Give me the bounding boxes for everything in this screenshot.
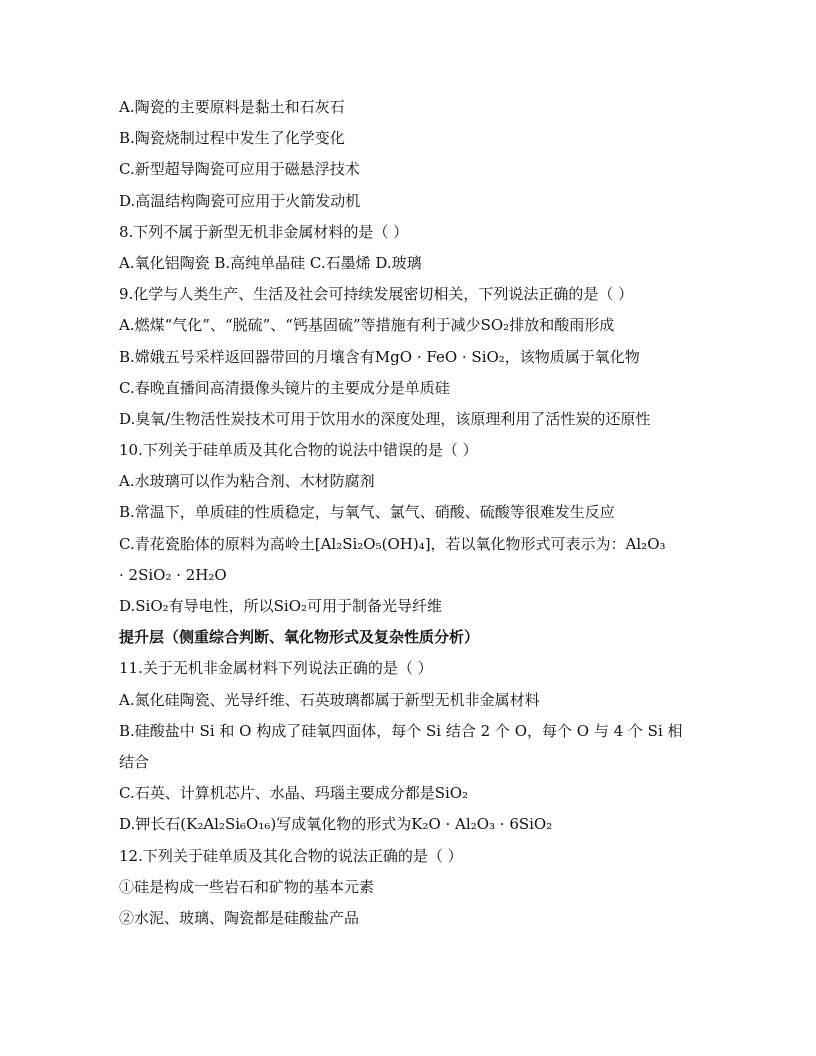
q7-option-b: B.陶瓷烧制过程中发生了化学变化 <box>119 129 345 148</box>
q9-option-c: C.春晚直播间高清摄像头镜片的主要成分是单质硅 <box>119 378 450 397</box>
q8-stem: 8.下列不属于新型无机非金属材料的是（ ） <box>119 222 409 241</box>
q7-option-c: C.新型超导陶瓷可应用于磁悬浮技术 <box>119 160 360 179</box>
q9-option-d: D.臭氧/生物活性炭技术可用于饮用水的深度处理，该原理利用了活性炭的还原性 <box>119 409 651 428</box>
q10-option-b: B.常温下，单质硅的性质稳定，与氧气、氯气、硝酸、硫酸等很难发生反应 <box>119 503 615 522</box>
q11-option-b-continued: 结合 <box>119 752 150 771</box>
q9-option-a: A.燃煤“气化”、“脱硫”、“钙基固硫”等措施有利于减少SO₂排放和酸雨形成 <box>119 316 615 335</box>
q8-options: A.氧化铝陶瓷 B.高纯单晶硅 C.石墨烯 D.玻璃 <box>119 253 422 272</box>
question-text <box>119 92 699 934</box>
q10-option-d: D.SiO₂有导电性，所以SiO₂可用于制备光导纤维 <box>119 597 443 615</box>
q7-option-a: A.陶瓷的主要原料是黏土和石灰石 <box>119 98 345 116</box>
q7-option-d: D.高温结构陶瓷可应用于火箭发动机 <box>119 191 361 210</box>
section-heading: 提升层（侧重综合判断、氧化物形式及复杂性质分析） <box>119 628 480 647</box>
q10-option-c-continued: · 2SiO₂ · 2H₂O <box>119 565 227 584</box>
q12-statement-2: ②水泥、玻璃、陶瓷都是硅酸盐产品 <box>119 908 360 927</box>
q10-option-a: A.水玻璃可以作为粘合剂、木材防腐剂 <box>119 472 375 491</box>
q12-statement-1: ①硅是构成一些岩石和矿物的基本元素 <box>119 877 375 896</box>
q9-option-b: B.嫦娥五号采样返回器带回的月壤含有MgO · FeO · SiO₂，该物质属于氧化物 <box>119 347 640 366</box>
q11-option-a: A.氮化硅陶瓷、光导纤维、石英玻璃都属于新型无机非金属材料 <box>119 690 540 709</box>
q11-option-c: C.石英、计算机芯片、水晶、玛瑙主要成分都是SiO₂ <box>119 784 469 803</box>
q11-stem: 11.关于无机非金属材料下列说法正确的是（ ） <box>119 659 433 678</box>
q12-stem: 12.下列关于硅单质及其化合物的说法正确的是（ ） <box>119 846 463 865</box>
q10-option-c: C.青花瓷胎体的原料为高岭土[Al₂Si₂O₅(OH)₄]，若以氧化物形式可表示为：Al₂O₃ <box>119 534 666 553</box>
q11-option-b: B.硅酸盐中 Si 和 O 构成了硅氧四面体，每个 Si 结合 2 个 O，每个 O 与 4 个 Si 相 <box>119 721 683 740</box>
q11-option-d: D.钾长石(K₂Al₂Si₆O₁₆)写成氧化物的形式为K₂O · Al₂O₃ · 6SiO₂ <box>119 815 553 834</box>
q10-stem: 10.下列关于硅单质及其化合物的说法中错误的是（ ） <box>119 441 478 460</box>
q9-stem: 9.化学与人类生产、生活及社会可持续发展密切相关，下列说法正确的是（ ） <box>119 285 634 304</box>
